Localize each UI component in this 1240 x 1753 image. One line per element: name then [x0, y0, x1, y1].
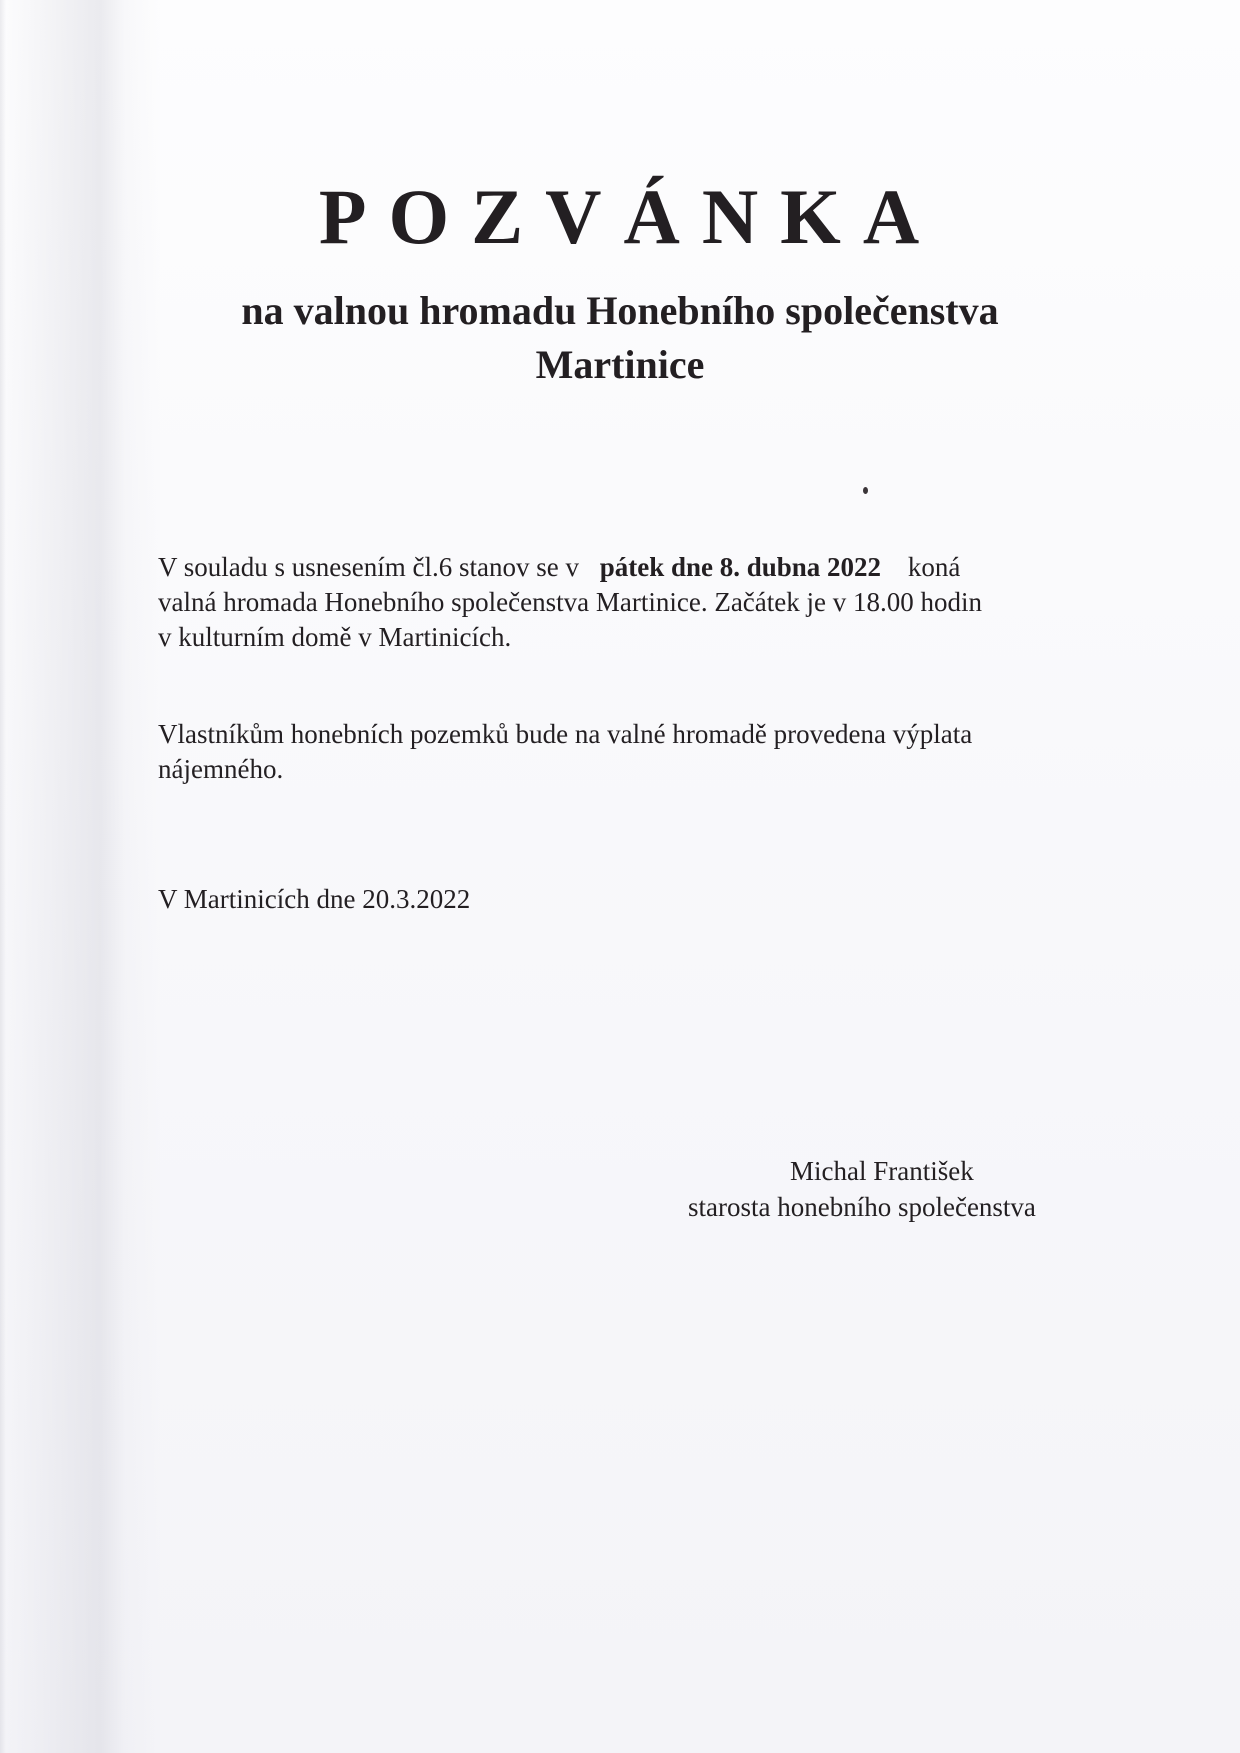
scan-speck — [863, 487, 868, 494]
document-subtitle — [150, 284, 1090, 392]
subtitle-line-1: na valnou hromadu Honebního společenstva — [241, 288, 999, 333]
signatory-role: starosta honebního společenstva — [688, 1192, 1036, 1222]
scan-edge-shadow — [0, 0, 6, 1753]
announcement-intro: V souladu s usnesením čl.6 stanov se v — [158, 552, 579, 582]
payment-line-2: nájemného. — [158, 754, 284, 784]
signatory-name: Michal František — [790, 1156, 974, 1186]
announcement-line-1 — [158, 550, 1058, 585]
announcement-line-3: v kulturním domě v Martinicích. — [158, 622, 512, 652]
signature-block — [688, 1153, 1108, 1225]
subtitle-line-2: Martinice — [535, 342, 705, 387]
meeting-date: pátek dne 8. dubna 2022 — [599, 552, 882, 582]
announcement-line-2: valná hromada Honebního společenstva Martinice. Začátek je v 18.00 hodin — [158, 587, 982, 617]
payment-notice-paragraph — [158, 717, 1058, 787]
meeting-announcement-paragraph — [158, 550, 1058, 655]
payment-line-1: Vlastníkům honebních pozemků bude na valné hromadě provedena výplata — [158, 719, 973, 749]
document-title: POZVÁNKA — [318, 173, 942, 260]
announcement-verb: koná — [907, 552, 961, 582]
place-and-date: V Martinicích dne 20.3.2022 — [158, 884, 471, 914]
